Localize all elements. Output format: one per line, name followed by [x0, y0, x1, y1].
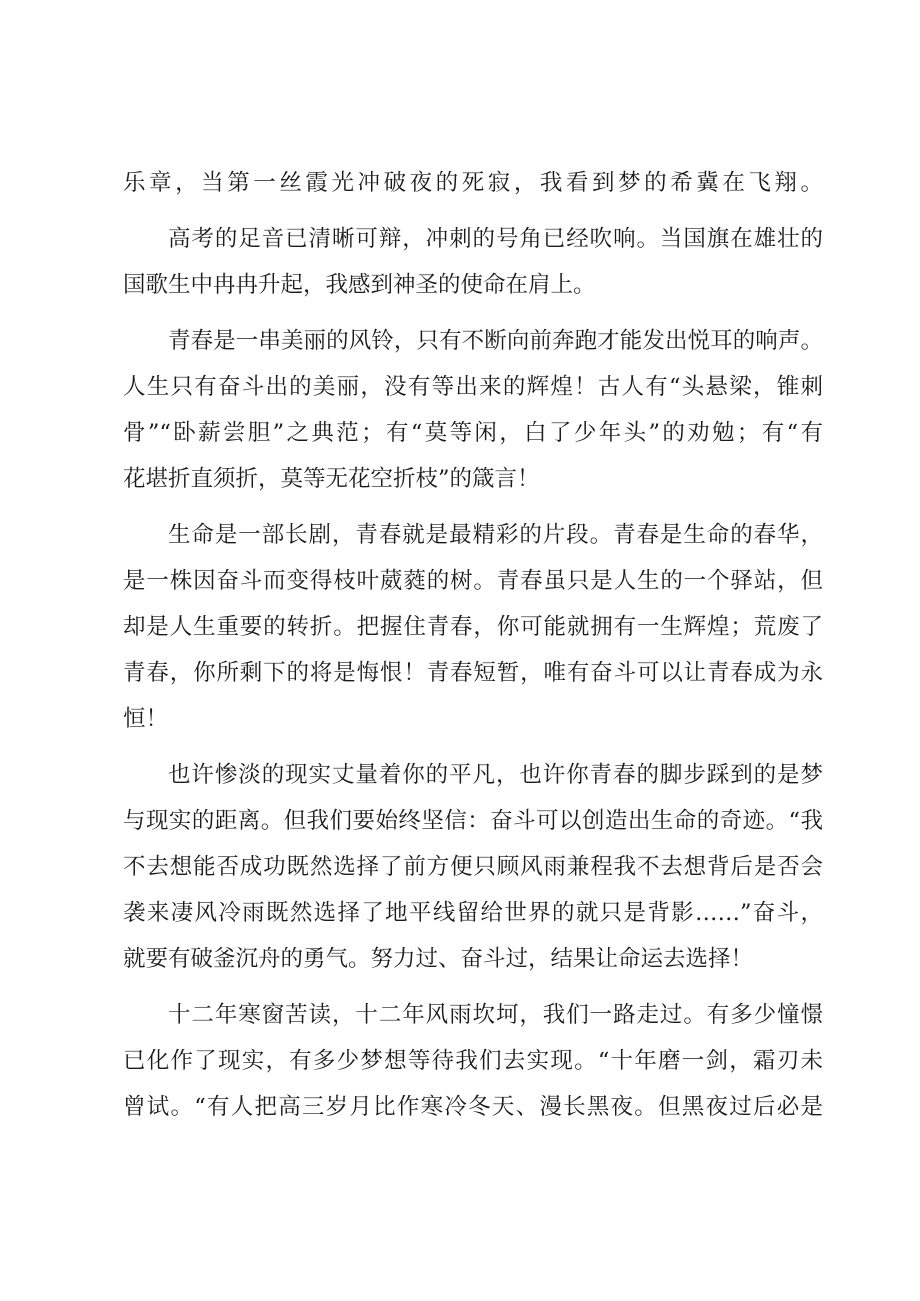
paragraph-6	[123, 992, 823, 1130]
text-line: 十二年寒窗苦读，十二年风雨坎坷，我们一路走过。有多少憧憬	[168, 1002, 823, 1028]
text-line: 青春，你所剩下的将是悔恨！青春短暂，唯有奋斗可以让青春成为永	[123, 660, 823, 686]
text-line: 花堪折直须折，莫等无花空折枝”的箴言！	[123, 466, 540, 492]
text-line: 高考的足音已清晰可辩，冲刺的号角已经吹响。当国旗在雄壮的	[168, 226, 823, 252]
paragraph-2	[123, 216, 823, 308]
paragraph-3	[123, 318, 823, 502]
text-line: 乐章，当第一丝霞光冲破夜的死寂，我看到梦的希冀在飞翔。	[123, 170, 823, 196]
paragraph-1	[123, 160, 823, 206]
text-line: 已化作了现实，有多少梦想等待我们去实现。“十年磨一剑，霜刃未	[123, 1048, 823, 1074]
paragraph-4	[123, 512, 823, 742]
text-line: 曾试。“有人把高三岁月比作寒冷冬天、漫长黑夜。但黑夜过后必是	[123, 1094, 823, 1120]
text-line: 骨”“卧薪尝胆”之典范；有“莫等闲，白了少年头”的劝勉；有“有	[123, 420, 823, 446]
text-line: 青春是一串美丽的风铃，只有不断向前奔跑才能发出悦耳的响声。	[168, 328, 823, 354]
text-line: 就要有破釜沉舟的勇气。努力过、奋斗过，结果让命运去选择！	[123, 946, 754, 972]
text-line: 国歌生中冉冉升起，我感到神圣的使命在肩上。	[123, 272, 596, 298]
paragraph-5	[123, 752, 823, 982]
text-line: 生命是一部长剧，青春就是最精彩的片段。青春是生命的春华，	[168, 522, 823, 548]
text-line: 人生只有奋斗出的美丽，没有等出来的辉煌！古人有“头悬梁，锥刺	[123, 374, 823, 400]
text-line: 也许惨淡的现实丈量着你的平凡，也许你青春的脚步踩到的是梦	[168, 762, 823, 788]
text-line: 袭来凄风冷雨既然选择了地平线留给世界的就只是背影……”奋斗，	[123, 900, 823, 926]
document-body	[123, 160, 823, 1140]
text-line: 恒！	[123, 706, 169, 732]
text-line: 不去想能否成功既然选择了前方便只顾风雨兼程我不去想背后是否会	[123, 854, 823, 880]
text-line: 却是人生重要的转折。把握住青春，你可能就拥有一生辉煌；荒废了	[123, 614, 823, 640]
text-line: 是一株因奋斗而变得枝叶葳蕤的树。青春虽只是人生的一个驿站，但	[123, 568, 823, 594]
text-line: 与现实的距离。但我们要始终坚信：奋斗可以创造出生命的奇迹。“我	[123, 808, 823, 834]
